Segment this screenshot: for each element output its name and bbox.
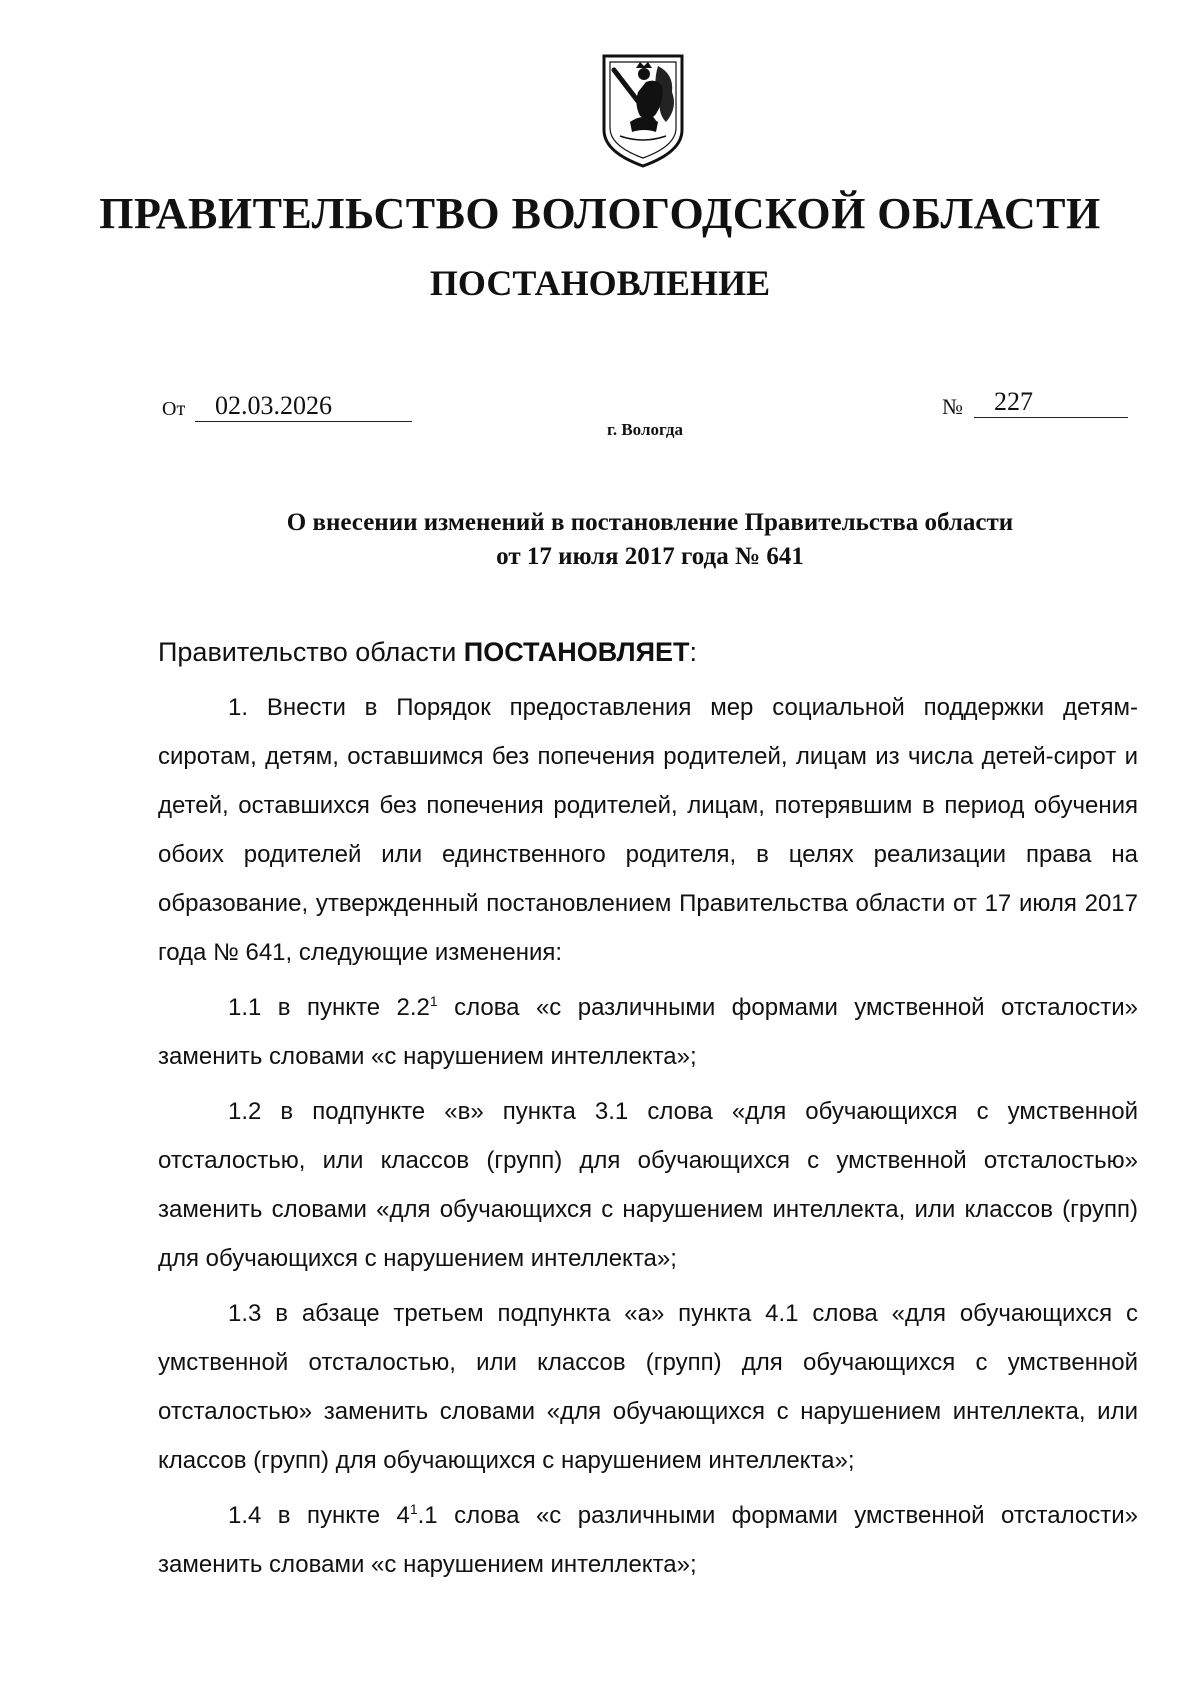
date-label: От <box>162 398 186 420</box>
document-date: 02.03.2026 <box>195 391 412 422</box>
document-number: 227 <box>974 387 1128 418</box>
document-title-line-2: от 17 июля 2017 года № 641 <box>496 543 804 570</box>
paragraph-1-1-end: слова «с различными формами умственной отсталости» заменить словами «с нарушением интеллекта»; <box>158 994 1138 1070</box>
number-label: № <box>942 394 963 419</box>
paragraph-1-1-superscript: 1 <box>429 993 438 1009</box>
document-title <box>0 506 1200 574</box>
government-name: ПРАВИТЕЛЬСТВО ВОЛОГОДСКОЙ ОБЛАСТИ <box>99 189 1101 238</box>
paragraph-1-1-start: 1.1 в пункте 2.2 <box>228 994 430 1021</box>
city-name: г. Вологда <box>607 420 683 439</box>
paragraph-1-2: 1.2 в подпункте «в» пункта 3.1 слова «для обучающихся с умственной отсталостью, или классов (групп) для обучающихся с умственной отсталостью» заменить словами «для обучающихся с нарушением интеллекта, или классов (групп) для обучающихся с нарушением интеллекта»; <box>158 1098 1138 1272</box>
paragraph-1-4 <box>158 1491 1138 1589</box>
paragraph-1: 1. Внести в Порядок предоставления мер социальной поддержки детям-сиротам, детям, оставшимся без попечения родителей, лицам из числа детей-сирот и детей, оставшихся без попечения родителей, лицам, потерявшим в период обучения обоих родителей или единственного родителя, в целях реализации права на образование, утвержденный постановлением Правительства области от 17 июля 2017 года № 641, следующие изменения: <box>158 694 1138 966</box>
intro-resolves: ПОСТАНОВЛЯЕТ <box>463 637 690 667</box>
paragraph-1-1 <box>158 983 1138 1081</box>
vologda-coat-of-arms-icon <box>600 52 686 170</box>
paragraph-1-4-end: .1 слова «с различными формами умственной отсталости» заменить словами «с нарушением интеллекта»; <box>158 1502 1138 1578</box>
intro-prefix: Правительство области <box>158 637 464 667</box>
document-type: ПОСТАНОВЛЕНИЕ <box>429 263 771 303</box>
document-title-line-1: О внесении изменений в постановление Правительства области <box>286 509 1014 536</box>
document-body <box>158 628 1138 1589</box>
paragraph-1-3: 1.3 в абзаце третьем подпункта «а» пункта 4.1 слова «для обучающихся с умственной отсталостью, или классов (групп) для обучающихся с умственной отсталостью» заменить словами «для обучающихся с нарушением интеллекта, или классов (групп) для обучающихся с нарушением интеллекта»; <box>158 1300 1138 1474</box>
intro-suffix: : <box>689 637 697 667</box>
paragraph-1-4-start: 1.4 в пункте 4 <box>228 1502 410 1529</box>
paragraph-1-4-superscript: 1 <box>409 1501 418 1517</box>
intro-paragraph <box>158 628 1138 677</box>
